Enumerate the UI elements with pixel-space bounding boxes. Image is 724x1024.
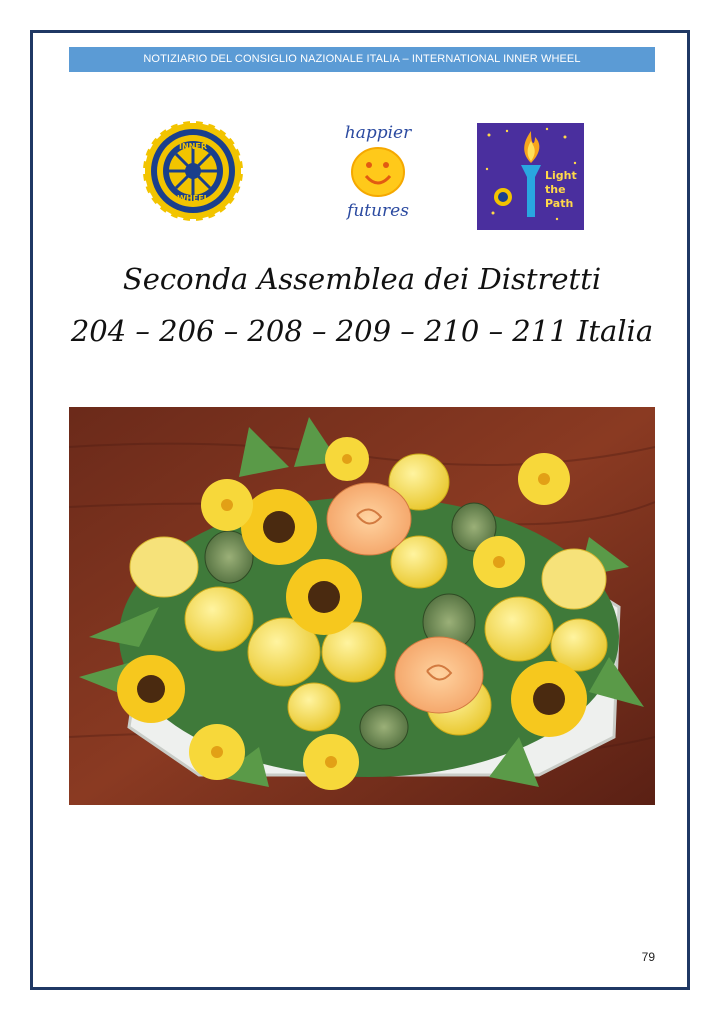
happier-futures-logo [322,118,434,222]
assembly-title: Seconda Assemblea dei Distretti [122,262,602,296]
hf-logo-line1: happier [344,123,412,143]
lp-logo-line2: the [545,183,566,196]
page-number: 79 [641,950,655,964]
lp-logo-line3: Path [545,197,574,210]
districts-subtitle: 204 – 206 – 208 – 209 – 210 – 211 Italia [70,314,654,348]
iw-logo-line2: WHEEL [177,194,209,203]
header-text: NOTIZIARIO DEL CONSIGLIO NAZIONALE ITALIA – INTERNATIONAL INNER WHEEL [143,53,581,65]
lp-logo-line1: Light [545,169,577,182]
hf-logo-line2: futures [347,201,409,221]
newsletter-header [69,47,655,72]
light-the-path-logo [477,123,584,230]
flower-arrangement-photo [69,407,655,805]
inner-wheel-logo [137,115,249,227]
iw-logo-line1: INNER [179,142,207,151]
